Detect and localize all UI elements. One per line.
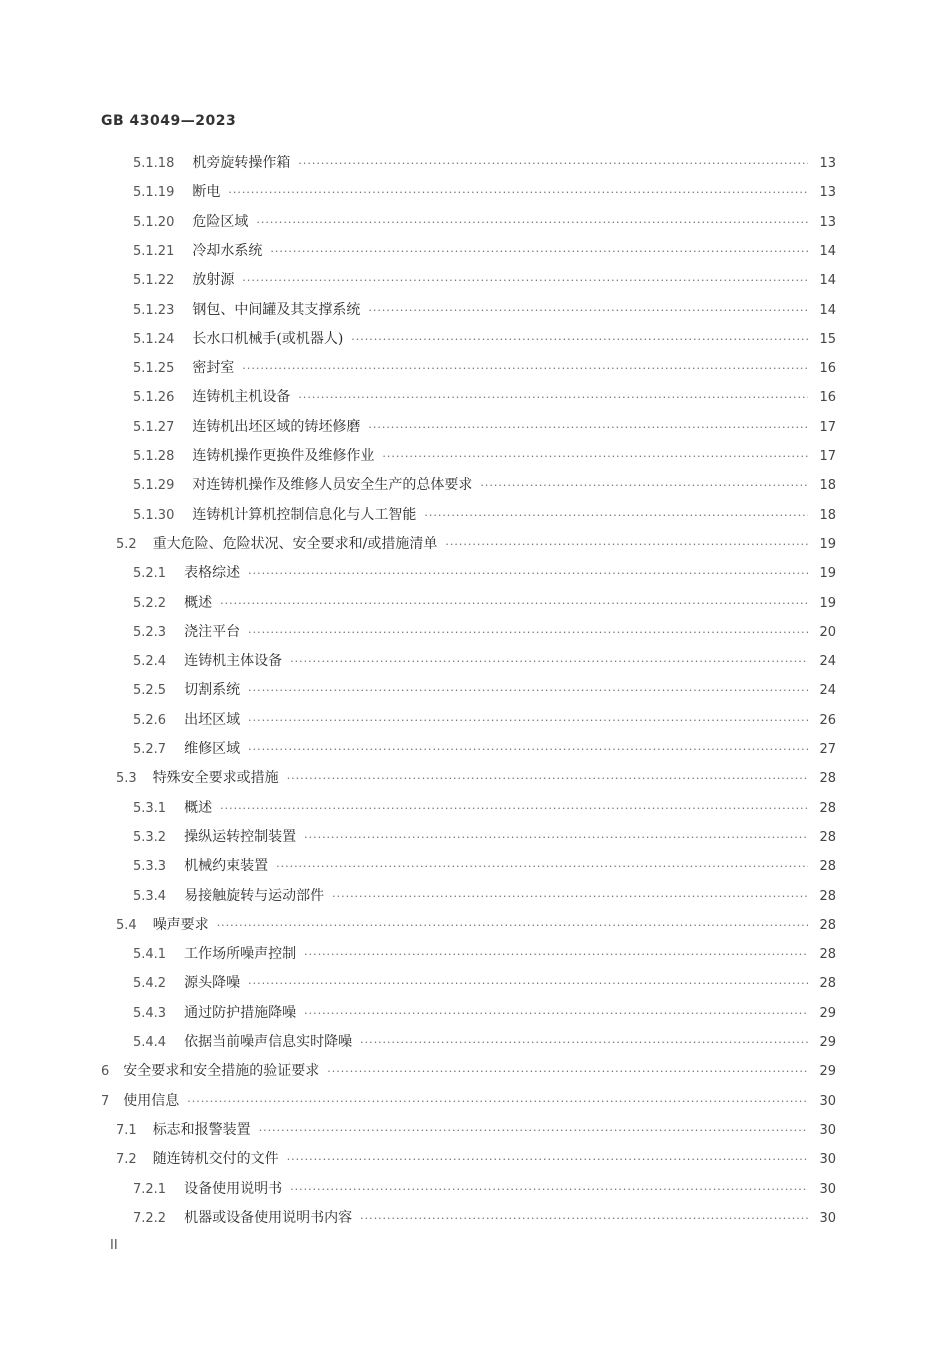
- toc-entry-title: 操纵运转控制装置: [184, 829, 297, 845]
- toc-entry-title: 安全要求和安全措施的验证要求: [123, 1063, 320, 1079]
- toc-entry-title: 噪声要求: [152, 917, 209, 933]
- toc-entry: [133, 357, 836, 379]
- toc-entry-page: 30: [819, 1123, 836, 1138]
- toc-entry-number: 5.1.24: [133, 332, 175, 347]
- toc-entry-title: 使用信息: [123, 1093, 180, 1109]
- toc-entry-title: 连铸机主体设备: [184, 653, 283, 669]
- toc-entry-title: 通过防护措施降噪: [184, 1005, 297, 1021]
- toc-leader-dots: [276, 856, 808, 878]
- toc-entry-page: 28: [819, 771, 836, 786]
- toc-leader-dots: [290, 1179, 808, 1201]
- toc-entry-number: 5.1.30: [133, 508, 175, 523]
- toc-entry: [133, 650, 836, 672]
- toc-entry-page: 28: [819, 859, 836, 874]
- toc-entry-page: 24: [819, 683, 836, 698]
- toc-entry-page: 28: [819, 976, 836, 991]
- toc-entry-title: 放射源: [192, 272, 235, 288]
- toc-entry-number: 5.3: [116, 771, 137, 786]
- toc-entry-page: 30: [819, 1094, 836, 1109]
- toc-entry: [133, 562, 836, 584]
- toc-leader-dots: [287, 1149, 808, 1171]
- toc-entry-page: 14: [819, 273, 836, 288]
- toc-leader-dots: [368, 417, 808, 439]
- toc-entry-title: 密封室: [192, 360, 235, 376]
- toc-entry-number: 7.2: [116, 1152, 137, 1167]
- toc-leader-dots: [368, 300, 808, 322]
- toc-entry-number: 7.2.2: [133, 1211, 167, 1226]
- toc-leader-dots: [360, 1208, 808, 1230]
- toc-entry-title: 长水口机械手(或机器人): [192, 331, 344, 347]
- toc-leader-dots: [220, 798, 808, 820]
- toc-leader-dots: [248, 739, 808, 761]
- toc-entry: [116, 533, 836, 555]
- toc-entry-page: 28: [819, 947, 836, 962]
- toc-leader-dots: [304, 827, 808, 849]
- toc-entry-number: 7.2.1: [133, 1182, 167, 1197]
- toc-entry-title: 连铸机主机设备: [192, 389, 291, 405]
- document-id: GB 43049—2023: [101, 113, 237, 129]
- toc-entry-title: 设备使用说明书: [184, 1181, 283, 1197]
- toc-leader-dots: [351, 329, 808, 351]
- toc-leader-dots: [248, 710, 808, 732]
- toc-entry-number: 5.3.1: [133, 801, 167, 816]
- toc-entry-page: 19: [819, 537, 836, 552]
- toc-entry-number: 5.1.18: [133, 156, 175, 171]
- toc-leader-dots: [248, 622, 808, 644]
- toc-entry-number: 7.1: [116, 1123, 137, 1138]
- toc-entry-number: 5.1.19: [133, 185, 175, 200]
- toc-entry-page: 18: [819, 478, 836, 493]
- toc-leader-dots: [228, 182, 808, 204]
- toc-entry: [133, 211, 836, 233]
- toc-entry: [133, 738, 836, 760]
- toc-leader-dots: [304, 944, 808, 966]
- toc-entry-page: 30: [819, 1152, 836, 1167]
- toc-entry: [133, 328, 836, 350]
- toc-entry-number: 5.1.23: [133, 303, 175, 318]
- toc-entry-number: 5.1.27: [133, 420, 175, 435]
- toc-entry: [133, 972, 836, 994]
- toc-entry-page: 27: [819, 742, 836, 757]
- toc-entry-page: 19: [819, 596, 836, 611]
- toc-entry: [133, 386, 836, 408]
- toc-entry-number: 5.1.21: [133, 244, 175, 259]
- toc-entry: [133, 855, 836, 877]
- toc-entry: [101, 1090, 836, 1112]
- toc-entry-page: 13: [819, 185, 836, 200]
- toc-entry-number: 5.3.2: [133, 830, 167, 845]
- toc-entry-page: 30: [819, 1211, 836, 1226]
- toc-entry-page: 14: [819, 244, 836, 259]
- toc-entry: [116, 914, 836, 936]
- toc-entry-page: 30: [819, 1182, 836, 1197]
- toc-entry-title: 重大危险、危险状况、安全要求和/或措施清单: [152, 536, 438, 552]
- toc-entry-number: 5.2.3: [133, 625, 167, 640]
- toc-entry-number: 5.4.4: [133, 1035, 167, 1050]
- toc-leader-dots: [220, 593, 808, 615]
- toc-entry-number: 5.4.3: [133, 1006, 167, 1021]
- toc-entry: [116, 767, 836, 789]
- toc-entry-page: 15: [819, 332, 836, 347]
- toc-entry-page: 16: [819, 390, 836, 405]
- toc-entry-title: 工作场所噪声控制: [184, 946, 297, 962]
- toc-entry: [133, 474, 836, 496]
- toc-entry: [133, 679, 836, 701]
- toc-entry-number: 5.2.5: [133, 683, 167, 698]
- toc-leader-dots: [287, 768, 808, 790]
- toc-entry: [133, 797, 836, 819]
- toc-entry: [133, 299, 836, 321]
- toc-entry-page: 13: [819, 156, 836, 171]
- toc-entry-title: 易接触旋转与运动部件: [184, 888, 325, 904]
- toc-leader-dots: [248, 680, 808, 702]
- toc-entry: [133, 269, 836, 291]
- toc-entry-page: 14: [819, 303, 836, 318]
- toc-entry: [133, 885, 836, 907]
- toc-entry-page: 29: [819, 1064, 836, 1079]
- toc-entry-page: 13: [819, 215, 836, 230]
- toc-entry-title: 依据当前噪声信息实时降噪: [184, 1034, 353, 1050]
- toc-leader-dots: [248, 563, 808, 585]
- toc-entry-page: 18: [819, 508, 836, 523]
- toc-leader-dots: [332, 886, 808, 908]
- toc-entry-title: 断电: [192, 184, 221, 200]
- toc-entry-title: 标志和报警装置: [152, 1122, 251, 1138]
- toc-entry-title: 连铸机出坯区域的铸坯修磨: [192, 419, 361, 435]
- toc-entry-page: 29: [819, 1035, 836, 1050]
- toc-entry-number: 5.3.3: [133, 859, 167, 874]
- toc-entry-number: 6: [101, 1064, 110, 1079]
- toc-entry: [116, 1148, 836, 1170]
- toc-leader-dots: [298, 387, 808, 409]
- toc-entry: [133, 1207, 836, 1229]
- toc-entry-number: 5.4.1: [133, 947, 167, 962]
- toc-entry-number: 5.1.22: [133, 273, 175, 288]
- toc-entry: [133, 445, 836, 467]
- toc-entry-page: 20: [819, 625, 836, 640]
- toc-entry: [133, 181, 836, 203]
- toc-entry: [133, 1002, 836, 1024]
- toc-entry-number: 5.2.1: [133, 566, 167, 581]
- toc-leader-dots: [256, 212, 808, 234]
- toc-leader-dots: [424, 505, 808, 527]
- toc-entry: [133, 504, 836, 526]
- toc-entry: [133, 592, 836, 614]
- toc-entry-page: 24: [819, 654, 836, 669]
- toc-entry-title: 浇注平台: [184, 624, 241, 640]
- toc-entry: [133, 709, 836, 731]
- toc-leader-dots: [217, 915, 808, 937]
- toc-entry-number: 5.1.25: [133, 361, 175, 376]
- toc-entry-title: 机械约束装置: [184, 858, 269, 874]
- toc-leader-dots: [360, 1032, 808, 1054]
- toc-leader-dots: [259, 1120, 808, 1142]
- toc-entry: [133, 1031, 836, 1053]
- toc-entry-number: 5.2: [116, 537, 137, 552]
- toc-entry: [133, 826, 836, 848]
- toc-entry-page: 29: [819, 1006, 836, 1021]
- toc-entry-title: 特殊安全要求或措施: [152, 770, 279, 786]
- toc-entry-title: 连铸机计算机控制信息化与人工智能: [192, 507, 417, 523]
- toc-entry-title: 机器或设备使用说明书内容: [184, 1210, 353, 1226]
- toc-leader-dots: [270, 241, 808, 263]
- toc-entry-number: 5.1.28: [133, 449, 175, 464]
- toc-leader-dots: [304, 1003, 808, 1025]
- toc-entry: [133, 240, 836, 262]
- toc-leader-dots: [445, 534, 808, 556]
- toc-entry-number: 7: [101, 1094, 110, 1109]
- toc-entry-number: 5.4: [116, 918, 137, 933]
- toc-entry-number: 5.1.20: [133, 215, 175, 230]
- toc-entry-page: 26: [819, 713, 836, 728]
- toc-entry-title: 冷却水系统: [192, 243, 263, 259]
- toc-entry: [133, 943, 836, 965]
- toc-leader-dots: [242, 358, 808, 380]
- toc-leader-dots: [242, 270, 808, 292]
- toc-entry-page: 16: [819, 361, 836, 376]
- toc-entry-title: 连铸机操作更换件及维修作业: [192, 448, 375, 464]
- toc-entry: [116, 1119, 836, 1141]
- toc-entry-number: 5.2.6: [133, 713, 167, 728]
- toc-entry-number: 5.1.29: [133, 478, 175, 493]
- toc-entry-title: 维修区域: [184, 741, 241, 757]
- toc-entry-number: 5.1.26: [133, 390, 175, 405]
- toc-leader-dots: [290, 651, 808, 673]
- toc-entry-title: 概述: [184, 800, 213, 816]
- toc-entry-title: 概述: [184, 595, 213, 611]
- toc-entry-number: 5.4.2: [133, 976, 167, 991]
- toc-leader-dots: [298, 153, 808, 175]
- toc-entry-number: 5.2.4: [133, 654, 167, 669]
- toc-entry-page: 28: [819, 889, 836, 904]
- toc-entry-title: 危险区域: [192, 214, 249, 230]
- toc-entry-title: 切割系统: [184, 682, 241, 698]
- page-number: II: [110, 1238, 118, 1253]
- toc-entry-title: 对连铸机操作及维修人员安全生产的总体要求: [192, 477, 473, 493]
- toc-entry-page: 28: [819, 801, 836, 816]
- toc-entry-number: 5.2.2: [133, 596, 167, 611]
- toc-entry-title: 出坯区域: [184, 712, 241, 728]
- toc-leader-dots: [382, 446, 808, 468]
- toc-entry-title: 随连铸机交付的文件: [152, 1151, 279, 1167]
- toc-entry: [133, 621, 836, 643]
- toc-entry: [101, 1060, 836, 1082]
- toc-entry-page: 19: [819, 566, 836, 581]
- toc-leader-dots: [248, 973, 808, 995]
- toc-leader-dots: [187, 1091, 808, 1113]
- toc-entry-page: 28: [819, 830, 836, 845]
- toc-leader-dots: [480, 475, 808, 497]
- toc-leader-dots: [327, 1061, 808, 1083]
- toc-entry: [133, 1178, 836, 1200]
- toc-entry-title: 表格综述: [184, 565, 241, 581]
- toc-entry-number: 5.2.7: [133, 742, 167, 757]
- toc-entry-title: 源头降噪: [184, 975, 241, 991]
- toc-entry: [133, 152, 836, 174]
- toc-entry-title: 钢包、中间罐及其支撑系统: [192, 302, 361, 318]
- toc-entry-page: 28: [819, 918, 836, 933]
- toc-entry-page: 17: [819, 420, 836, 435]
- toc-entry-page: 17: [819, 449, 836, 464]
- toc-entry-title: 机旁旋转操作箱: [192, 155, 291, 171]
- toc-entry-number: 5.3.4: [133, 889, 167, 904]
- toc-entry: [133, 416, 836, 438]
